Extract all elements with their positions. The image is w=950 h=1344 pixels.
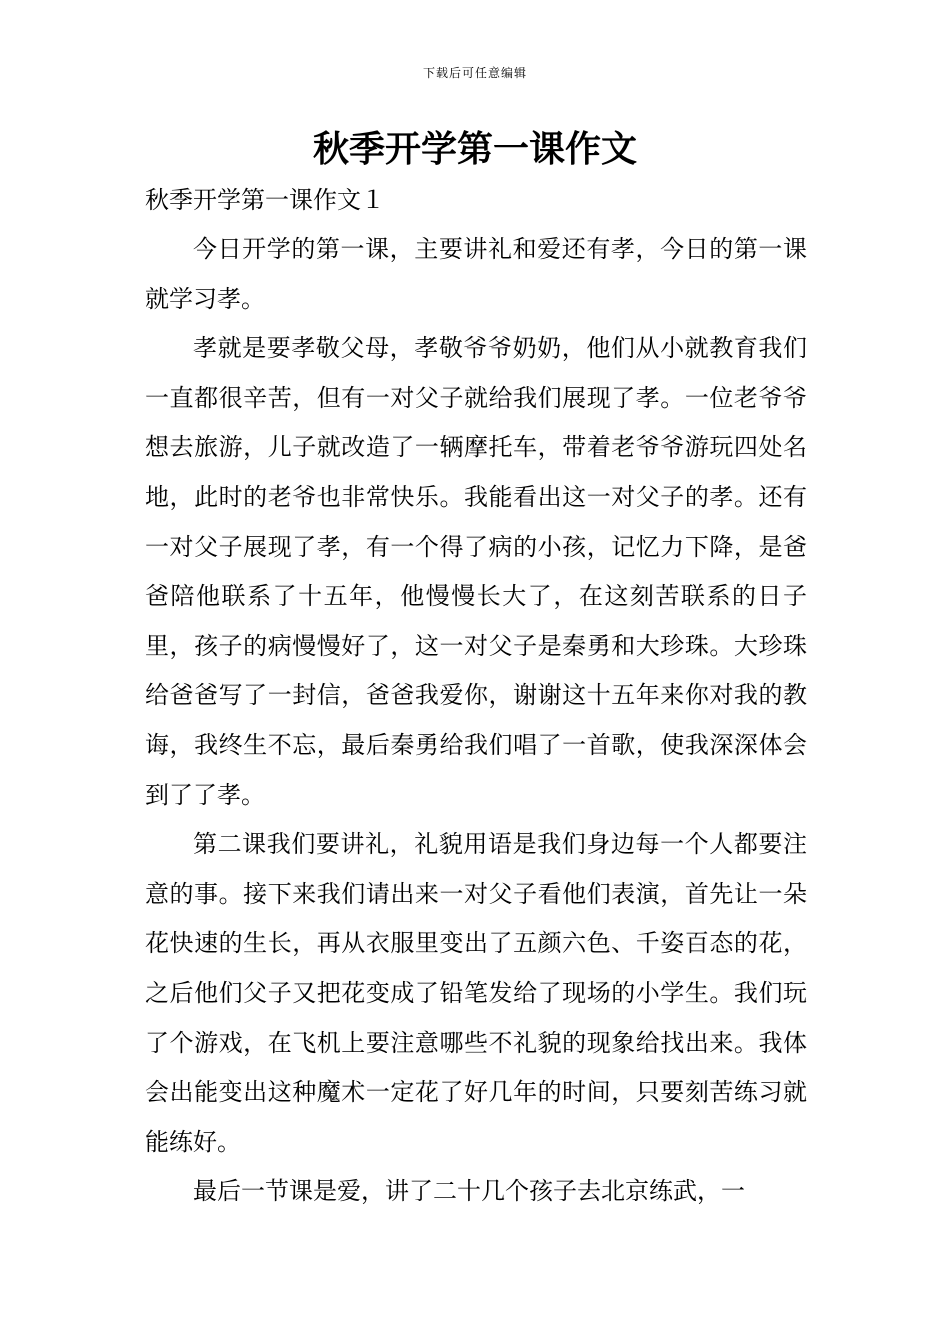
- paragraph-4: 最后一节课是爱，讲了二十几个孩子去北京练武，一: [193, 1177, 745, 1206]
- paragraph-3: 第二课我们要讲礼，礼貌用语是我们身边每一个人都要注意的事。接下来我们请出来一对父子看他们表演，首先让一朵花快速的生长，再从衣服里变出了五颜六色、千姿百态的花，之后他们父子又把花变成了铅笔发给了现场的小学生。我们玩了个游戏，在飞机上要注意哪些不礼貌的现象给找出来。我体会出能变出这种魔术一定花了好几年的时间，只要刻苦练习就能练好。: [145, 830, 807, 1156]
- paragraph-2: 孝就是要孝敬父母，孝敬爷爷奶奶，他们从小就教育我们一直都很辛苦，但有一对父子就给我们展现了孝。一位老爷爷想去旅游，儿子就改造了一辆摩托车，带着老爷爷游玩四处名地，此时的老爷也非常快乐。我能看出这一对父子的孝。还有一对父子展现了孝，有一个得了病的小孩，记忆力下降，是爸爸陪他联系了十五年，他慢慢长大了，在这刻苦联系的日子里，孩子的病慢慢好了，这一对父子是秦勇和大珍珠。大珍珠给爸爸写了一封信，爸爸我爱你，谢谢这十五年来你对我的教诲，我终生不忘，最后秦勇给我们唱了一首歌，使我深深体会到了了孝。: [145, 334, 807, 809]
- paragraph-1: 今日开学的第一课，主要讲礼和爱还有孝，今日的第一课就学习孝。: [145, 235, 807, 313]
- document-title: 秋季开学第一课作文: [312, 129, 637, 170]
- essay-body: [145, 225, 807, 1217]
- header-note: 下载后可任意编辑: [422, 66, 527, 80]
- essay-subheading: 秋季开学第一课作文１: [145, 186, 385, 214]
